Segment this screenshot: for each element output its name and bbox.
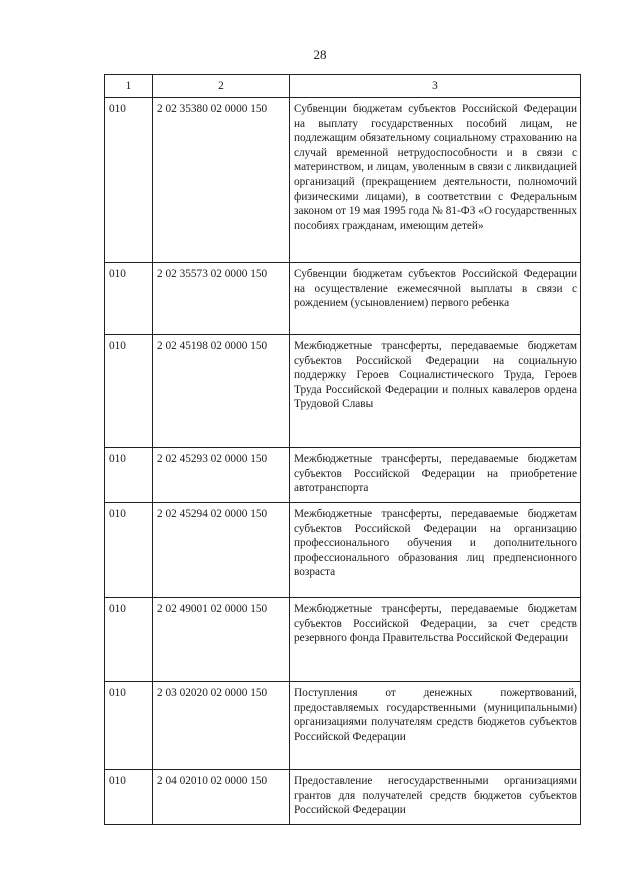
description-cell: Межбюджетные трансферты, передаваемые бюджетам субъектов Российской Федерации на социальную поддержку Героев Социалистического Труда, Героев Труда Российской Федерации и полных кавалеров ордена Трудовой Славы bbox=[290, 335, 581, 448]
table-row bbox=[105, 503, 581, 598]
description-cell: Субвенции бюджетам субъектов Российской Федерации на осуществление ежемесячной выплаты в связи с рождением (усыновлением) первого ребенка bbox=[290, 263, 581, 335]
column-header: 3 bbox=[290, 75, 581, 98]
admin-code-cell: 010 bbox=[105, 335, 153, 448]
table-row bbox=[105, 98, 581, 263]
budget-code-cell: 2 04 02010 02 0000 150 bbox=[153, 770, 290, 825]
description-cell: Предоставление негосударственными организациями грантов для получателей средств бюджетов субъектов Российской Федерации bbox=[290, 770, 581, 825]
budget-code-cell: 2 02 45294 02 0000 150 bbox=[153, 503, 290, 598]
table-row bbox=[105, 448, 581, 503]
description-cell: Межбюджетные трансферты, передаваемые бюджетам субъектов Российской Федерации на организацию профессионального обучения и дополнительного профессионального образования лиц предпенсионного возраста bbox=[290, 503, 581, 598]
budget-code-cell: 2 02 49001 02 0000 150 bbox=[153, 598, 290, 682]
admin-code-cell: 010 bbox=[105, 503, 153, 598]
admin-code-cell: 010 bbox=[105, 448, 153, 503]
admin-code-cell: 010 bbox=[105, 263, 153, 335]
budget-code-cell: 2 02 45293 02 0000 150 bbox=[153, 448, 290, 503]
table-header-row bbox=[105, 75, 581, 98]
table-row bbox=[105, 770, 581, 825]
description-cell: Межбюджетные трансферты, передаваемые бюджетам субъектов Российской Федерации на приобретение автотранспорта bbox=[290, 448, 581, 503]
description-cell: Субвенции бюджетам субъектов Российской Федерации на выплату государственных пособий лицам, не подлежащим обязательному социальному страхованию на случай временной нетрудоспособности и в связи с материнством, и лицам, уволенным в связи с ликвидацией организаций (прекращением деятельности, полномочий физическими лицами), в соответствии с Федеральным законом от 19 мая 1995 года № 81-ФЗ «О государственных пособиях гражданам, имеющим детей» bbox=[290, 98, 581, 263]
table-row bbox=[105, 682, 581, 770]
admin-code-cell: 010 bbox=[105, 770, 153, 825]
budget-code-cell: 2 03 02020 02 0000 150 bbox=[153, 682, 290, 770]
admin-code-cell: 010 bbox=[105, 682, 153, 770]
column-header: 1 bbox=[105, 75, 153, 98]
admin-code-cell: 010 bbox=[105, 98, 153, 263]
column-header: 2 bbox=[153, 75, 290, 98]
description-cell: Межбюджетные трансферты, передаваемые бюджетам субъектов Российской Федерации, за счет средств резервного фонда Правительства Российской Федерации bbox=[290, 598, 581, 682]
budget-code-cell: 2 02 35380 02 0000 150 bbox=[153, 98, 290, 263]
table-row bbox=[105, 263, 581, 335]
admin-code-cell: 010 bbox=[105, 598, 153, 682]
page-number: 28 bbox=[313, 47, 327, 62]
description-cell: Поступления от денежных пожертвований, предоставляемых государственными (муниципальными) организациями получателям средств бюджетов субъектов Российской Федерации bbox=[290, 682, 581, 770]
budget-code-cell: 2 02 35573 02 0000 150 bbox=[153, 263, 290, 335]
table-row bbox=[105, 598, 581, 682]
revenue-classification-table bbox=[104, 74, 581, 825]
table-row bbox=[105, 335, 581, 448]
budget-code-cell: 2 02 45198 02 0000 150 bbox=[153, 335, 290, 448]
